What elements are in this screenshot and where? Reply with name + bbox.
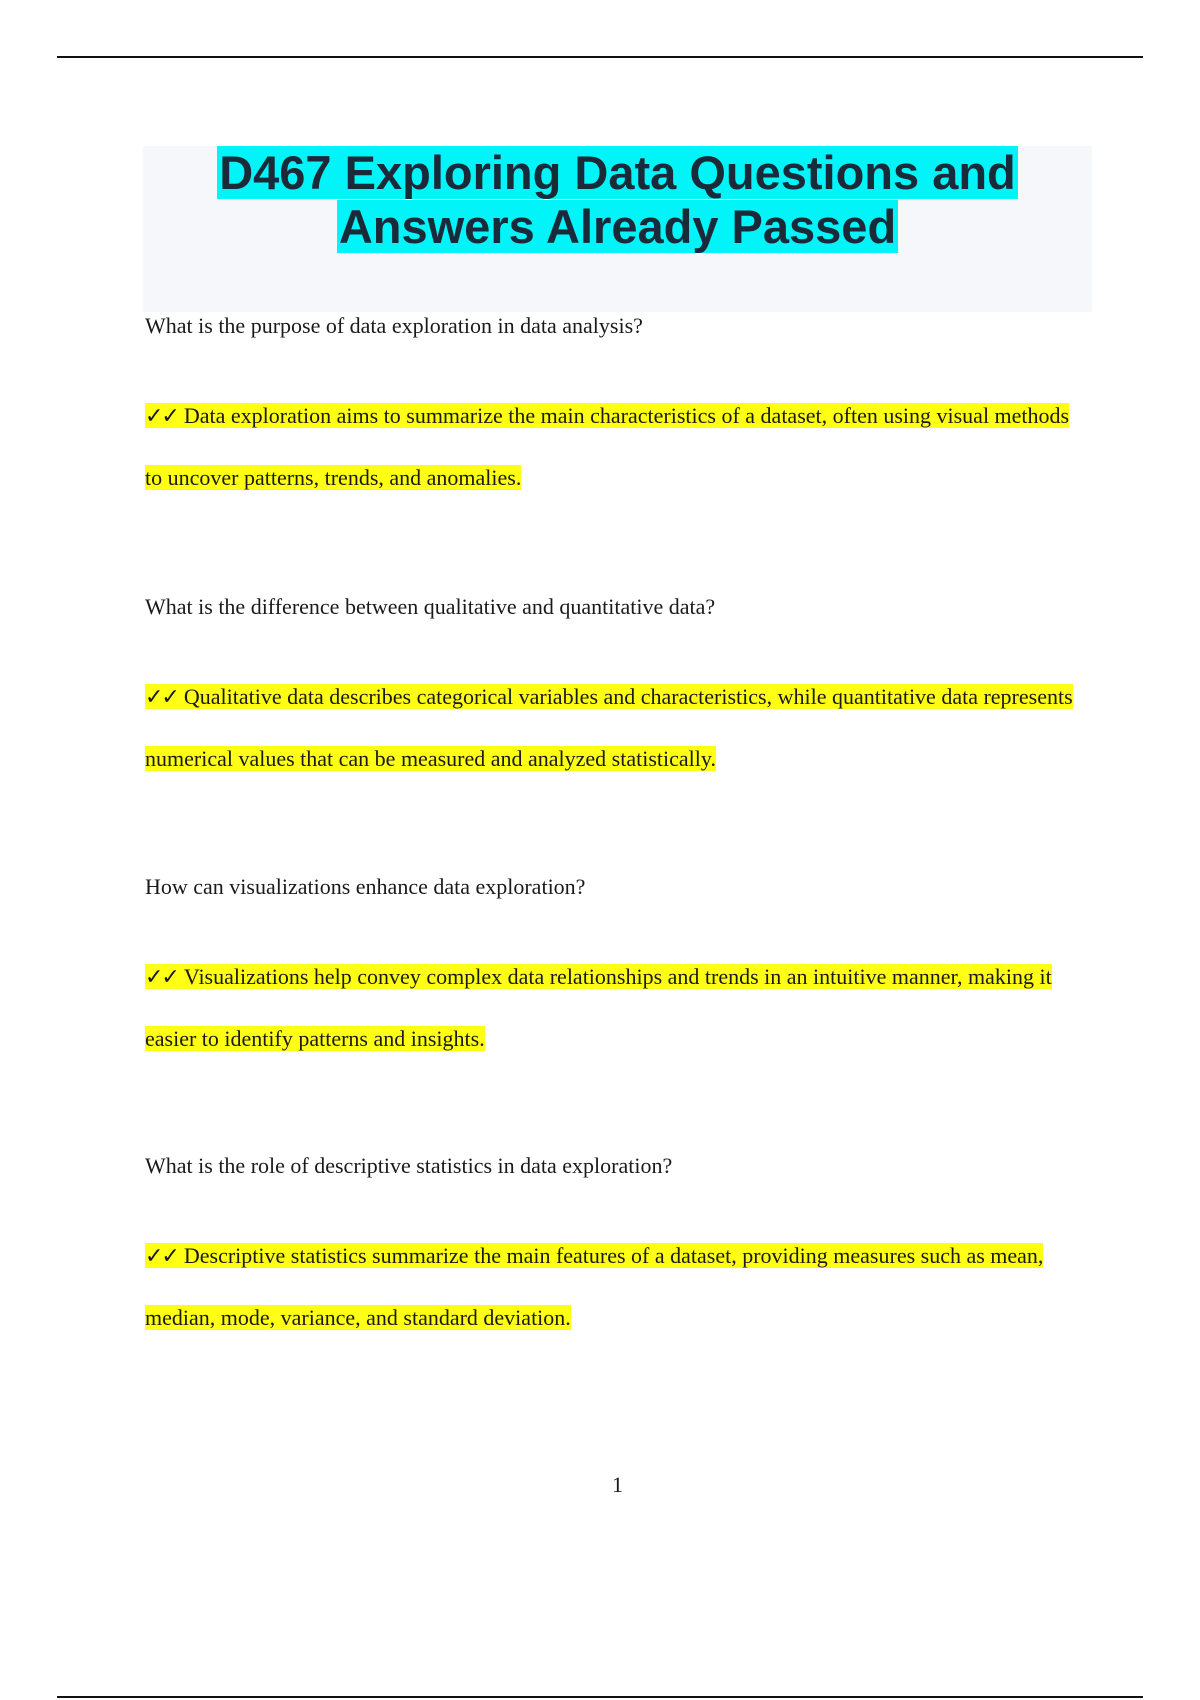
page-number: 1 [612, 1472, 623, 1497]
top-rule [57, 56, 1143, 58]
check-icon: ✓✓ [145, 404, 178, 429]
title-line-1: D467 Exploring Data Questions and [219, 146, 1016, 199]
question-text: What is the role of descriptive statistics in data exploration? [145, 1153, 673, 1178]
check-icon: ✓✓ [145, 1244, 178, 1269]
answer-highlight [145, 403, 1069, 490]
document-title [143, 146, 1092, 254]
answer-body: Qualitative data describes categorical variables and characteristics, while quantitative data represents numerical values that can be measured and analyzed statistically. [145, 684, 1073, 771]
question-text: How can visualizations enhance data exploration? [145, 874, 586, 899]
check-icon: ✓✓ [145, 685, 178, 710]
bottom-rule [57, 1696, 1143, 1698]
answer-text [145, 666, 1085, 789]
answer-highlight [145, 964, 1052, 1051]
question-text: What is the difference between qualitative and quantitative data? [145, 594, 716, 619]
answer-text [145, 946, 1085, 1069]
qa-item [145, 313, 1085, 508]
answer-body: Data exploration aims to summarize the main characteristics of a dataset, often using visual methods to uncover patterns, trends, and anomalies. [145, 403, 1070, 490]
answer-highlight [145, 684, 1073, 771]
check-icon: ✓✓ [145, 965, 178, 990]
qa-item [145, 874, 1085, 1069]
answer-text [145, 385, 1085, 508]
answer-body: Descriptive statistics summarize the main features of a dataset, providing measures such as mean, median, mode, variance, and standard deviation. [145, 1243, 1044, 1330]
qa-item [145, 594, 1085, 789]
answer-body: Visualizations help convey complex data relationships and trends in an intuitive manner, making it easier to identify patterns and insights. [145, 964, 1052, 1051]
answer-text [145, 1225, 1085, 1348]
qa-item [145, 1153, 1085, 1348]
answer-highlight [145, 1243, 1043, 1330]
title-block [143, 146, 1092, 312]
question-text: What is the purpose of data exploration in data analysis? [145, 313, 643, 338]
title-line-2: Answers Already Passed [338, 200, 897, 253]
